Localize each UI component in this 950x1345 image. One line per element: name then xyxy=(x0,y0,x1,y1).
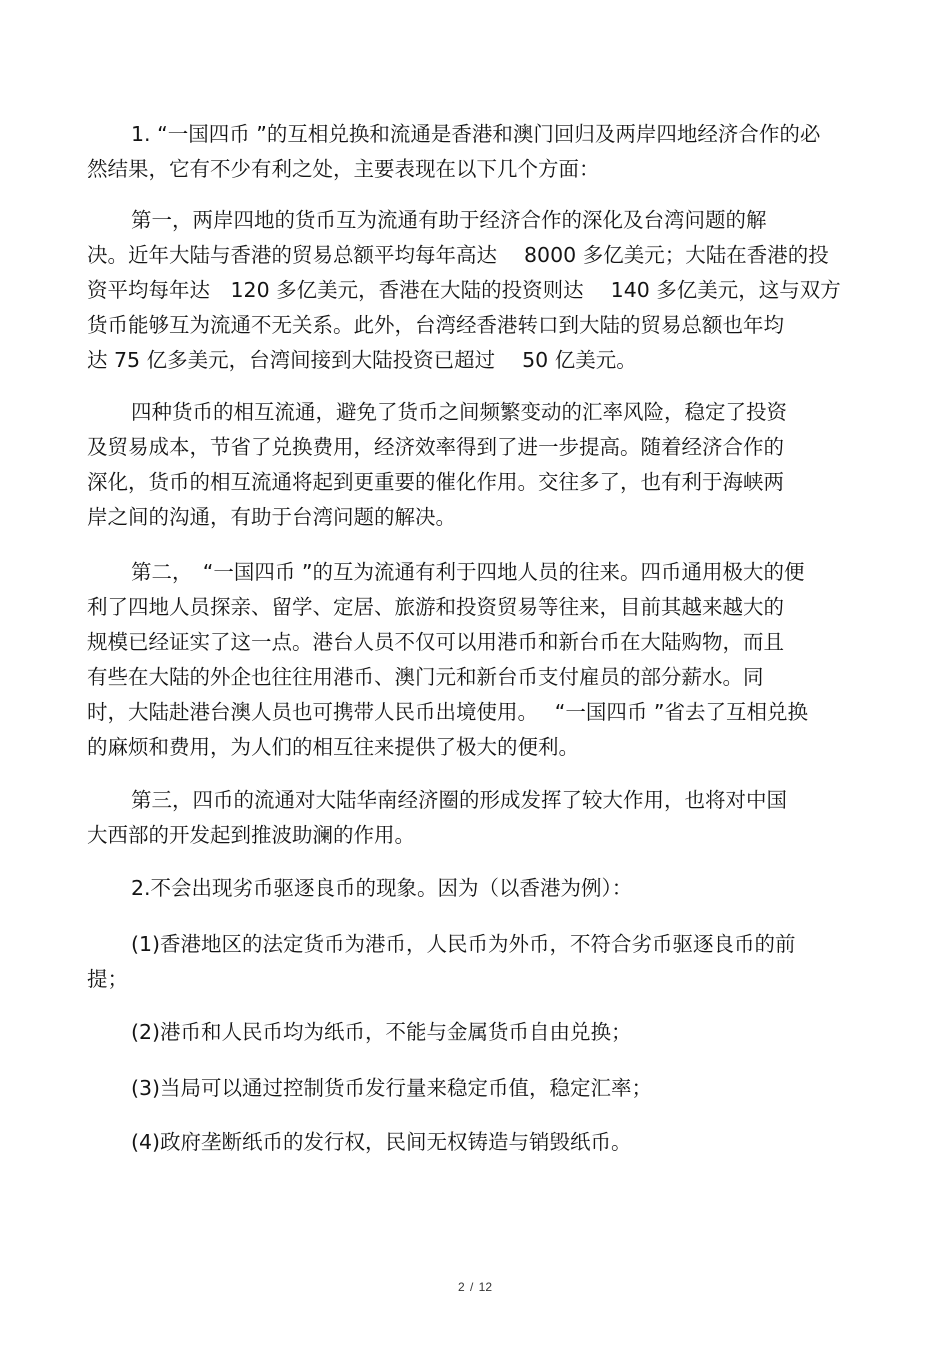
text-line: 达 75 亿多美元，台湾间接到大陆投资已超过 50 亿美元。 xyxy=(87,348,637,372)
page-indicator: 2 / 12 xyxy=(457,1280,493,1294)
text-line: 第一，两岸四地的货币互为流通有助于经济合作的深化及台湾问题的解 xyxy=(131,208,767,232)
text-line: 规模已经证实了这一点。港台人员不仅可以用港币和新台币在大陆购物，而且 xyxy=(87,630,784,654)
text-line: 深化，货币的相互流通将起到更重要的催化作用。交往多了，也有利于海峡两 xyxy=(87,470,784,494)
text-line: 大西部的开发起到推波助澜的作用。 xyxy=(87,823,415,847)
text-line: 时，大陆赴港台澳人员也可携带人民币出境使用。 “一国四币 ”省去了互相兑换 xyxy=(87,700,809,724)
text-line: 2.不会出现劣币驱逐良币的现象。因为（以香港为例）： xyxy=(131,876,633,900)
text-line: (1)香港地区的法定货币为港币，人民币为外币，不符合劣币驱逐良币的前 xyxy=(131,932,796,956)
text-line: 第二， “一国四币 ”的互为流通有利于四地人员的往来。四币通用极大的便 xyxy=(131,560,805,584)
text-line: 及贸易成本，节省了兑换费用，经济效率得到了进一步提高。随着经济合作的 xyxy=(87,435,784,459)
text-line: 资平均每年达 120 多亿美元，香港在大陆的投资则达 140 多亿美元，这与双方 xyxy=(87,278,841,302)
text-line: 决。近年大陆与香港的贸易总额平均每年高达 8000 多亿美元；大陆在香港的投 xyxy=(87,243,829,267)
text-line: 货币能够互为流通不无关系。此外，台湾经香港转口到大陆的贸易总额也年均 xyxy=(87,313,784,337)
text-line: 第三，四币的流通对大陆华南经济圈的形成发挥了较大作用，也将对中国 xyxy=(131,788,787,812)
text-line: (2)港币和人民币均为纸币，不能与金属货币自由兑换； xyxy=(131,1020,632,1044)
text-line: 然结果，它有不少有利之处，主要表现在以下几个方面： xyxy=(87,157,600,181)
text-line: 岸之间的沟通，有助于台湾问题的解决。 xyxy=(87,505,456,529)
text-line: 利了四地人员探亲、留学、定居、旅游和投资贸易等往来，目前其越来越大的 xyxy=(87,595,784,619)
text-line: 提； xyxy=(87,967,128,991)
text-line: (4)政府垄断纸币的发行权，民间无权铸造与销毁纸币。 xyxy=(131,1130,632,1154)
text-line: 四种货币的相互流通，避免了货币之间频繁变动的汇率风险，稳定了投资 xyxy=(131,400,787,424)
text-line: 有些在大陆的外企也往往用港币、澳门元和新台币支付雇员的部分薪水。同 xyxy=(87,665,764,689)
text-line: (3)当局可以通过控制货币发行量来稳定币值，稳定汇率； xyxy=(131,1076,653,1100)
text-line: 1. “一国四币 ”的互相兑换和流通是香港和澳门回归及两岸四地经济合作的必 xyxy=(131,122,821,146)
text-line: 的麻烦和费用，为人们的相互往来提供了极大的便利。 xyxy=(87,735,579,759)
